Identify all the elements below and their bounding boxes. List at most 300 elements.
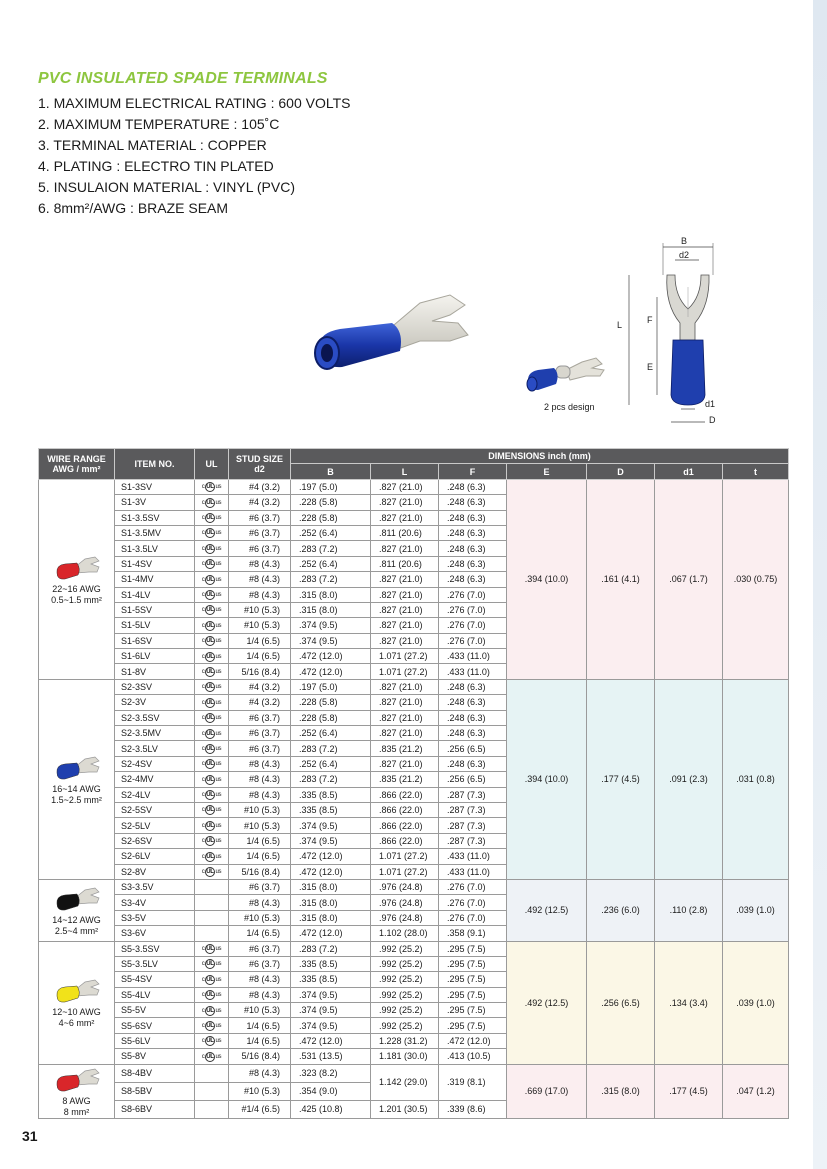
dim-f-cell: .319 (8.1) bbox=[439, 1064, 507, 1100]
dim-l-cell: .827 (21.0) bbox=[371, 541, 439, 556]
dim-l-cell: 1.142 (29.0) bbox=[371, 1064, 439, 1100]
item-no-cell: S1-6LV bbox=[115, 649, 195, 664]
ul-listed-icon: c UL us bbox=[201, 776, 222, 783]
ul-listed-icon: c UL us bbox=[201, 822, 222, 829]
ul-listed-icon: c UL us bbox=[201, 668, 222, 675]
dim-l-cell: .811 (20.6) bbox=[371, 556, 439, 571]
dim-f-cell: .248 (6.3) bbox=[439, 695, 507, 710]
dim-f-cell: .339 (8.6) bbox=[439, 1100, 507, 1118]
stud-size-cell: #8 (4.3) bbox=[229, 756, 291, 771]
dim-l-cell: .827 (21.0) bbox=[371, 602, 439, 617]
dim-f-cell: .248 (6.3) bbox=[439, 726, 507, 741]
dim-l-cell: 1.201 (30.5) bbox=[371, 1100, 439, 1118]
dim-label-e: E bbox=[647, 362, 654, 372]
dim-l-cell: 1.071 (27.2) bbox=[371, 849, 439, 864]
wire-range-cell bbox=[39, 679, 115, 879]
dim-t-cell: .039 (1.0) bbox=[723, 941, 789, 1064]
mm2-range: 4~6 mm² bbox=[58, 1018, 95, 1029]
item-no-cell: S2-3.5MV bbox=[115, 726, 195, 741]
stud-size-cell: 5/16 (8.4) bbox=[229, 1049, 291, 1064]
dim-f-cell: .276 (7.0) bbox=[439, 910, 507, 925]
stud-size-cell: #6 (3.7) bbox=[229, 525, 291, 540]
item-no-cell: S1-4SV bbox=[115, 556, 195, 571]
dim-b-cell: .323 (8.2) bbox=[291, 1064, 371, 1082]
dim-b-cell: .425 (10.8) bbox=[291, 1100, 371, 1118]
item-no-cell: S1-3.5LV bbox=[115, 541, 195, 556]
dim-e-cell: .492 (12.5) bbox=[507, 941, 587, 1064]
ul-listed-icon: c UL us bbox=[201, 1038, 222, 1045]
dim-f-cell: .248 (6.3) bbox=[439, 710, 507, 725]
dim-l-cell: 1.228 (31.2) bbox=[371, 1033, 439, 1048]
dim-d-cell: .236 (6.0) bbox=[587, 879, 655, 941]
dim-f-cell: .276 (7.0) bbox=[439, 895, 507, 910]
ul-listed-icon: c UL us bbox=[201, 869, 222, 876]
ul-listed-icon: c UL us bbox=[201, 976, 222, 983]
dim-l-cell: .866 (22.0) bbox=[371, 833, 439, 848]
stud-size-cell: #4 (3.2) bbox=[229, 679, 291, 694]
awg-range: 8 AWG bbox=[62, 1095, 91, 1106]
wire-group bbox=[39, 479, 789, 679]
dim-f-cell: .248 (6.3) bbox=[439, 541, 507, 556]
dim-d1-cell: .067 (1.7) bbox=[655, 479, 723, 679]
dim-f-cell: .413 (10.5) bbox=[439, 1049, 507, 1064]
dim-l-cell: 1.071 (27.2) bbox=[371, 864, 439, 879]
stud-size-cell: 5/16 (8.4) bbox=[229, 864, 291, 879]
item-no-cell: S1-4MV bbox=[115, 572, 195, 587]
dim-f-cell: .433 (11.0) bbox=[439, 864, 507, 879]
ul-listed-icon: c UL us bbox=[201, 946, 222, 952]
dim-e-cell: .492 (12.5) bbox=[507, 879, 587, 941]
item-no-cell: S2-6SV bbox=[115, 833, 195, 848]
ul-cell bbox=[195, 556, 229, 571]
dim-b-cell: .283 (7.2) bbox=[291, 941, 371, 956]
dim-b-cell: .472 (12.0) bbox=[291, 926, 371, 941]
ul-cell bbox=[195, 525, 229, 540]
header-col-e: E bbox=[507, 464, 587, 479]
spec-item: 2. MAXIMUM TEMPERATURE : 105˚C bbox=[38, 116, 280, 132]
spade-terminal-illustration bbox=[300, 275, 480, 400]
item-no-cell: S1-6SV bbox=[115, 633, 195, 648]
dim-b-cell: .252 (6.4) bbox=[291, 556, 371, 571]
dim-f-cell: .433 (11.0) bbox=[439, 649, 507, 664]
mm2-range: 8 mm² bbox=[63, 1106, 90, 1117]
dim-b-cell: .472 (12.0) bbox=[291, 649, 371, 664]
two-piece-caption: 2 pcs design bbox=[544, 402, 595, 412]
ul-listed-icon: c UL us bbox=[201, 792, 222, 799]
dim-f-cell: .276 (7.0) bbox=[439, 633, 507, 648]
header-item-no: ITEM NO. bbox=[115, 449, 195, 480]
stud-size-cell: #6 (3.7) bbox=[229, 510, 291, 525]
ul-cell bbox=[195, 802, 229, 817]
dim-f-cell: .276 (7.0) bbox=[439, 602, 507, 617]
stud-size-cell: #6 (3.7) bbox=[229, 941, 291, 956]
ul-cell bbox=[195, 772, 229, 787]
dim-f-cell: .287 (7.3) bbox=[439, 802, 507, 817]
item-no-cell: S3-3.5V bbox=[115, 879, 195, 894]
dim-b-cell: .315 (8.0) bbox=[291, 602, 371, 617]
wire-group bbox=[39, 1064, 789, 1118]
ul-listed-icon: c UL us bbox=[201, 684, 222, 691]
spec-item: 3. TERMINAL MATERIAL : COPPER bbox=[38, 137, 267, 153]
dim-b-cell: .252 (6.4) bbox=[291, 726, 371, 741]
stud-size-cell: #6 (3.7) bbox=[229, 741, 291, 756]
ul-listed-icon: c UL us bbox=[201, 561, 222, 568]
ul-cell bbox=[195, 1049, 229, 1064]
item-no-cell: S1-3.5MV bbox=[115, 525, 195, 540]
awg-range: 16~14 AWG bbox=[52, 783, 101, 794]
dim-b-cell: .335 (8.5) bbox=[291, 787, 371, 802]
header-col-b: B bbox=[291, 464, 371, 479]
ul-listed-icon: c UL us bbox=[201, 1007, 222, 1014]
stud-size-cell: #8 (4.3) bbox=[229, 987, 291, 1002]
dim-label-b: B bbox=[681, 236, 688, 246]
dim-l-cell: .827 (21.0) bbox=[371, 572, 439, 587]
dim-b-cell: .228 (5.8) bbox=[291, 510, 371, 525]
ul-cell bbox=[195, 541, 229, 556]
dim-l-cell: .992 (25.2) bbox=[371, 1018, 439, 1033]
dim-b-cell: .374 (9.5) bbox=[291, 1018, 371, 1033]
stud-size-cell: #8 (4.3) bbox=[229, 895, 291, 910]
dim-f-cell: .287 (7.3) bbox=[439, 787, 507, 802]
stud-size-cell: #10 (5.3) bbox=[229, 818, 291, 833]
item-no-cell: S2-3V bbox=[115, 695, 195, 710]
ul-listed-icon: c UL us bbox=[201, 715, 222, 722]
ul-listed-icon: c UL us bbox=[201, 853, 222, 860]
ul-cell bbox=[195, 510, 229, 525]
item-no-cell: S5-6LV bbox=[115, 1033, 195, 1048]
ul-cell bbox=[195, 1100, 229, 1118]
header-col-d: D bbox=[587, 464, 655, 479]
dim-b-cell: .354 (9.0) bbox=[291, 1082, 371, 1100]
page-edge-bar bbox=[813, 0, 827, 1169]
ul-listed-icon: c UL us bbox=[201, 499, 222, 506]
stud-size-cell: #4 (3.2) bbox=[229, 479, 291, 494]
ul-cell bbox=[195, 618, 229, 633]
table-row bbox=[39, 879, 789, 894]
dim-b-cell: .283 (7.2) bbox=[291, 541, 371, 556]
item-no-cell: S2-4MV bbox=[115, 772, 195, 787]
wire-range-cell bbox=[39, 479, 115, 679]
dim-b-cell: .335 (8.5) bbox=[291, 802, 371, 817]
dim-b-cell: .374 (9.5) bbox=[291, 987, 371, 1002]
dim-l-cell: .827 (21.0) bbox=[371, 695, 439, 710]
terminal-thumbnail bbox=[53, 1065, 101, 1093]
spec-table bbox=[38, 448, 789, 1119]
dim-b-cell: .315 (8.0) bbox=[291, 879, 371, 894]
dim-b-cell: .472 (12.0) bbox=[291, 1033, 371, 1048]
spec-item: 6. 8mm²/AWG : BRAZE SEAM bbox=[38, 200, 229, 216]
ul-cell bbox=[195, 864, 229, 879]
spec-item: 1. MAXIMUM ELECTRICAL RATING : 600 VOLTS bbox=[38, 95, 351, 111]
spec-item: 4. PLATING : ELECTRO TIN PLATED bbox=[38, 158, 274, 174]
stud-size-cell: 1/4 (6.5) bbox=[229, 849, 291, 864]
dim-l-cell: .976 (24.8) bbox=[371, 879, 439, 894]
dim-e-cell: .394 (10.0) bbox=[507, 679, 587, 879]
dim-f-cell: .287 (7.3) bbox=[439, 818, 507, 833]
ul-cell bbox=[195, 741, 229, 756]
ul-cell bbox=[195, 910, 229, 925]
wire-group bbox=[39, 941, 789, 1064]
wire-group bbox=[39, 879, 789, 941]
dim-label-d1: d1 bbox=[705, 399, 716, 409]
ul-cell bbox=[195, 1033, 229, 1048]
dim-l-cell: .811 (20.6) bbox=[371, 525, 439, 540]
dim-f-cell: .256 (6.5) bbox=[439, 741, 507, 756]
dim-b-cell: .197 (5.0) bbox=[291, 679, 371, 694]
dim-l-cell: .992 (25.2) bbox=[371, 987, 439, 1002]
ul-cell bbox=[195, 849, 229, 864]
table-row bbox=[39, 479, 789, 494]
dim-l-cell: .827 (21.0) bbox=[371, 679, 439, 694]
dim-l-cell: .827 (21.0) bbox=[371, 618, 439, 633]
item-no-cell: S2-4LV bbox=[115, 787, 195, 802]
stud-size-cell: #4 (3.2) bbox=[229, 495, 291, 510]
ul-listed-icon: c UL us bbox=[201, 484, 222, 491]
dim-f-cell: .248 (6.3) bbox=[439, 510, 507, 525]
dim-l-cell: 1.071 (27.2) bbox=[371, 649, 439, 664]
header-wire-range: WIRE RANGE AWG / mm² bbox=[39, 449, 115, 480]
ul-listed-icon: c UL us bbox=[201, 530, 222, 537]
dim-d-cell: .315 (8.0) bbox=[587, 1064, 655, 1118]
dim-b-cell: .374 (9.5) bbox=[291, 633, 371, 648]
item-no-cell: S2-5SV bbox=[115, 802, 195, 817]
stud-size-cell: #4 (3.2) bbox=[229, 695, 291, 710]
item-no-cell: S5-4SV bbox=[115, 972, 195, 987]
item-no-cell: S3-4V bbox=[115, 895, 195, 910]
dim-t-cell: .031 (0.8) bbox=[723, 679, 789, 879]
ul-listed-icon: c UL us bbox=[201, 1022, 222, 1029]
item-no-cell: S1-3SV bbox=[115, 479, 195, 494]
header-col-t: t bbox=[723, 464, 789, 479]
ul-cell bbox=[195, 1064, 229, 1082]
stud-size-cell: 1/4 (6.5) bbox=[229, 833, 291, 848]
ul-cell bbox=[195, 895, 229, 910]
ul-cell bbox=[195, 572, 229, 587]
dim-b-cell: .472 (12.0) bbox=[291, 864, 371, 879]
dim-f-cell: .256 (6.5) bbox=[439, 772, 507, 787]
item-no-cell: S5-5V bbox=[115, 1003, 195, 1018]
dim-f-cell: .472 (12.0) bbox=[439, 1033, 507, 1048]
ul-listed-icon: c UL us bbox=[201, 961, 222, 968]
ul-cell bbox=[195, 726, 229, 741]
item-no-cell: S2-3SV bbox=[115, 679, 195, 694]
ul-listed-icon: c UL us bbox=[201, 730, 222, 737]
dim-b-cell: .374 (9.5) bbox=[291, 1003, 371, 1018]
dim-b-cell: .315 (8.0) bbox=[291, 895, 371, 910]
header-col-f: F bbox=[439, 464, 507, 479]
ul-cell bbox=[195, 879, 229, 894]
dimension-diagram bbox=[615, 235, 735, 440]
two-piece-terminal-illustration bbox=[520, 340, 610, 412]
item-no-cell: S2-8V bbox=[115, 864, 195, 879]
item-no-cell: S3-5V bbox=[115, 910, 195, 925]
stud-size-cell: 1/4 (6.5) bbox=[229, 1033, 291, 1048]
dim-l-cell: .866 (22.0) bbox=[371, 818, 439, 833]
mm2-range: 2.5~4 mm² bbox=[54, 925, 99, 936]
dim-b-cell: .197 (5.0) bbox=[291, 479, 371, 494]
page-title: PVC INSULATED SPADE TERMINALS bbox=[38, 70, 328, 87]
dim-f-cell: .295 (7.5) bbox=[439, 1003, 507, 1018]
dim-l-cell: .827 (21.0) bbox=[371, 495, 439, 510]
dim-d-cell: .256 (6.5) bbox=[587, 941, 655, 1064]
mm2-range: 0.5~1.5 mm² bbox=[51, 594, 102, 605]
dim-b-cell: .472 (12.0) bbox=[291, 664, 371, 679]
header-stud-size: STUD SIZE d2 bbox=[229, 449, 291, 480]
wire-range-cell bbox=[39, 941, 115, 1064]
item-no-cell: S5-4LV bbox=[115, 987, 195, 1002]
dim-l-cell: .992 (25.2) bbox=[371, 1003, 439, 1018]
dim-t-cell: .047 (1.2) bbox=[723, 1064, 789, 1118]
dim-label-f: F bbox=[647, 315, 653, 325]
dim-f-cell: .276 (7.0) bbox=[439, 618, 507, 633]
dim-l-cell: .827 (21.0) bbox=[371, 710, 439, 725]
stud-size-cell: #10 (5.3) bbox=[229, 910, 291, 925]
dim-b-cell: .283 (7.2) bbox=[291, 572, 371, 587]
dim-b-cell: .228 (5.8) bbox=[291, 710, 371, 725]
ul-cell bbox=[195, 987, 229, 1002]
header-ul: UL bbox=[195, 449, 229, 480]
dim-b-cell: .531 (13.5) bbox=[291, 1049, 371, 1064]
wire-range-cell bbox=[39, 1064, 115, 1118]
stud-size-cell: #6 (3.7) bbox=[229, 879, 291, 894]
dim-f-cell: .248 (6.3) bbox=[439, 756, 507, 771]
dim-f-cell: .287 (7.3) bbox=[439, 833, 507, 848]
dim-b-cell: .374 (9.5) bbox=[291, 818, 371, 833]
ul-cell bbox=[195, 679, 229, 694]
dim-d-cell: .177 (4.5) bbox=[587, 679, 655, 879]
terminal-thumbnail bbox=[53, 553, 101, 581]
stud-size-cell: #8 (4.3) bbox=[229, 556, 291, 571]
table-row bbox=[39, 941, 789, 956]
stud-size-cell: #10 (5.3) bbox=[229, 802, 291, 817]
awg-range: 12~10 AWG bbox=[52, 1007, 101, 1018]
ul-listed-icon: c UL us bbox=[201, 545, 222, 552]
ul-cell bbox=[195, 710, 229, 725]
dim-t-cell: .039 (1.0) bbox=[723, 879, 789, 941]
item-no-cell: S5-3.5LV bbox=[115, 956, 195, 971]
dim-f-cell: .433 (11.0) bbox=[439, 664, 507, 679]
dim-b-cell: .228 (5.8) bbox=[291, 695, 371, 710]
ul-cell bbox=[195, 787, 229, 802]
ul-cell bbox=[195, 926, 229, 941]
dim-d-cell: .161 (4.1) bbox=[587, 479, 655, 679]
dim-l-cell: .992 (25.2) bbox=[371, 941, 439, 956]
stud-size-cell: #10 (5.3) bbox=[229, 1003, 291, 1018]
ul-listed-icon: c UL us bbox=[201, 515, 222, 522]
dim-b-cell: .315 (8.0) bbox=[291, 587, 371, 602]
dim-b-cell: .335 (8.5) bbox=[291, 972, 371, 987]
dim-f-cell: .295 (7.5) bbox=[439, 972, 507, 987]
ul-cell bbox=[195, 664, 229, 679]
dim-l-cell: .827 (21.0) bbox=[371, 756, 439, 771]
ul-cell bbox=[195, 972, 229, 987]
item-no-cell: S2-3.5LV bbox=[115, 741, 195, 756]
header-dimensions: DIMENSIONS inch (mm) bbox=[291, 449, 789, 464]
spec-list bbox=[38, 93, 350, 219]
dim-l-cell: .866 (22.0) bbox=[371, 802, 439, 817]
item-no-cell: S1-3.5SV bbox=[115, 510, 195, 525]
ul-listed-icon: c UL us bbox=[201, 638, 222, 645]
dim-f-cell: .248 (6.3) bbox=[439, 556, 507, 571]
dim-b-cell: .252 (6.4) bbox=[291, 756, 371, 771]
stud-size-cell: 5/16 (8.4) bbox=[229, 664, 291, 679]
dim-f-cell: .276 (7.0) bbox=[439, 879, 507, 894]
dim-b-cell: .335 (8.5) bbox=[291, 956, 371, 971]
terminal-thumbnail bbox=[53, 753, 101, 781]
ul-listed-icon: c UL us bbox=[201, 622, 222, 629]
ul-cell bbox=[195, 1003, 229, 1018]
stud-size-cell: #8 (4.3) bbox=[229, 572, 291, 587]
item-no-cell: S8-5BV bbox=[115, 1082, 195, 1100]
item-no-cell: S2-4SV bbox=[115, 756, 195, 771]
stud-size-cell: #10 (5.3) bbox=[229, 618, 291, 633]
dim-f-cell: .248 (6.3) bbox=[439, 679, 507, 694]
dim-b-cell: .283 (7.2) bbox=[291, 741, 371, 756]
page-number: 31 bbox=[22, 1128, 38, 1144]
item-no-cell: S5-3.5SV bbox=[115, 941, 195, 956]
awg-range: 22~16 AWG bbox=[52, 583, 101, 594]
ul-listed-icon: c UL us bbox=[201, 1053, 222, 1060]
stud-size-cell: #10 (5.3) bbox=[229, 602, 291, 617]
dim-l-cell: .827 (21.0) bbox=[371, 479, 439, 494]
item-no-cell: S3-6V bbox=[115, 926, 195, 941]
ul-cell bbox=[195, 833, 229, 848]
item-no-cell: S8-4BV bbox=[115, 1064, 195, 1082]
dim-b-cell: .374 (9.5) bbox=[291, 618, 371, 633]
dim-b-cell: .315 (8.0) bbox=[291, 910, 371, 925]
awg-range: 14~12 AWG bbox=[52, 914, 101, 925]
dim-f-cell: .248 (6.3) bbox=[439, 525, 507, 540]
ul-listed-icon: c UL us bbox=[201, 761, 222, 768]
dim-f-cell: .295 (7.5) bbox=[439, 956, 507, 971]
item-no-cell: S1-5LV bbox=[115, 618, 195, 633]
ul-listed-icon: c UL us bbox=[201, 699, 222, 706]
terminal-thumbnail bbox=[53, 976, 101, 1004]
dim-f-cell: .248 (6.3) bbox=[439, 495, 507, 510]
item-no-cell: S1-5SV bbox=[115, 602, 195, 617]
dim-d1-cell: .091 (2.3) bbox=[655, 679, 723, 879]
dim-d1-cell: .177 (4.5) bbox=[655, 1064, 723, 1118]
dim-f-cell: .248 (6.3) bbox=[439, 572, 507, 587]
stud-size-cell: #8 (4.3) bbox=[229, 787, 291, 802]
dim-label-d2: d2 bbox=[679, 250, 690, 260]
dim-l-cell: .976 (24.8) bbox=[371, 895, 439, 910]
dim-l-cell: .827 (21.0) bbox=[371, 510, 439, 525]
ul-cell bbox=[195, 495, 229, 510]
item-no-cell: S1-8V bbox=[115, 664, 195, 679]
dim-t-cell: .030 (0.75) bbox=[723, 479, 789, 679]
dim-f-cell: .295 (7.5) bbox=[439, 987, 507, 1002]
item-no-cell: S5-8V bbox=[115, 1049, 195, 1064]
stud-size-cell: #6 (3.7) bbox=[229, 710, 291, 725]
stud-size-cell: #8 (4.3) bbox=[229, 1064, 291, 1082]
stud-size-cell: 1/4 (6.5) bbox=[229, 926, 291, 941]
ul-cell bbox=[195, 941, 229, 956]
dim-e-cell: .394 (10.0) bbox=[507, 479, 587, 679]
ul-cell bbox=[195, 587, 229, 602]
dim-f-cell: .358 (9.1) bbox=[439, 926, 507, 941]
ul-cell bbox=[195, 602, 229, 617]
dim-l-cell: .835 (21.2) bbox=[371, 741, 439, 756]
ul-cell bbox=[195, 756, 229, 771]
header-col-l: L bbox=[371, 464, 439, 479]
item-no-cell: S5-6SV bbox=[115, 1018, 195, 1033]
ul-listed-icon: c UL us bbox=[201, 576, 222, 583]
ul-listed-icon: c UL us bbox=[201, 745, 222, 752]
stud-size-cell: #8 (4.3) bbox=[229, 772, 291, 787]
wire-group bbox=[39, 679, 789, 879]
dim-f-cell: .248 (6.3) bbox=[439, 479, 507, 494]
